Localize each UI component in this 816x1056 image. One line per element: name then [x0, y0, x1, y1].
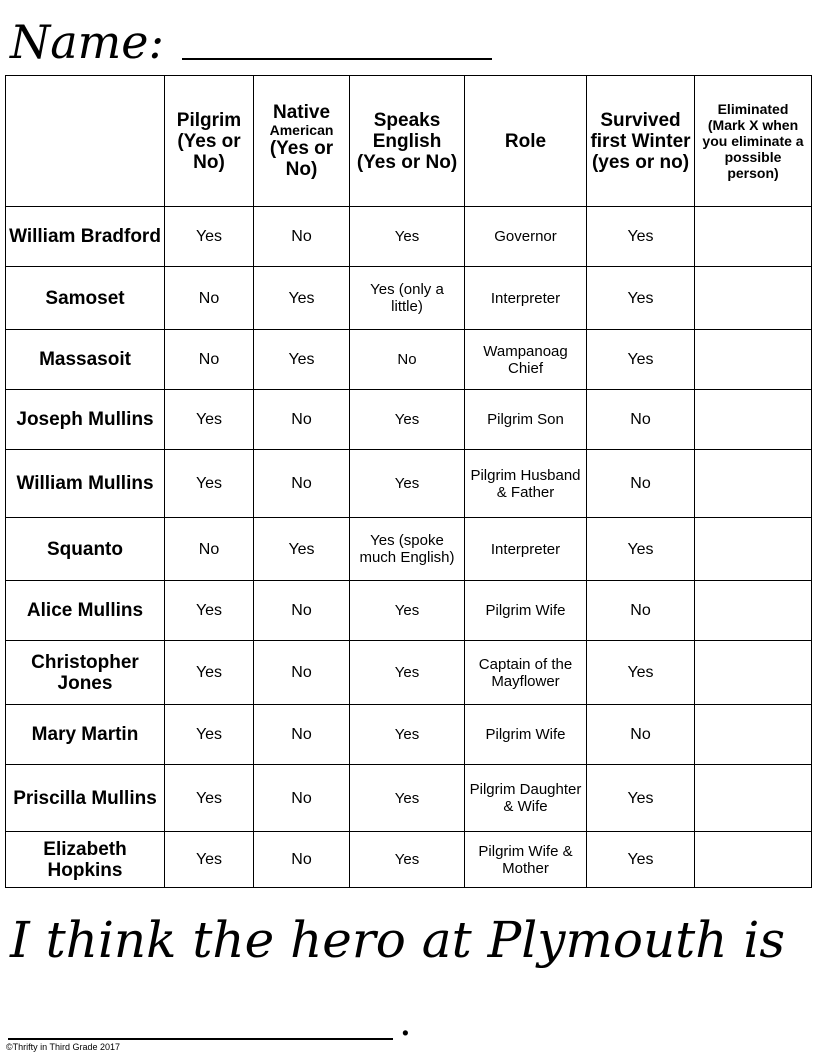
name-row — [10, 2, 492, 72]
name-blank-line[interactable] — [182, 56, 492, 60]
pilgrim-cell: Yes — [165, 832, 254, 888]
header-person — [6, 76, 165, 207]
speaks-english-cell: Yes — [350, 207, 465, 267]
eliminated-checkbox-cell[interactable] — [695, 641, 812, 705]
speaks-english-cell: Yes — [350, 450, 465, 518]
pilgrim-cell: No — [165, 267, 254, 330]
header-survived: Survived first Winter (yes or no) — [587, 76, 695, 207]
role-cell: Wampanoag Chief — [465, 330, 587, 390]
eliminated-checkbox-cell[interactable] — [695, 518, 812, 581]
native-american-cell: No — [254, 450, 350, 518]
header-native-top: Native — [272, 102, 331, 123]
eliminated-checkbox-cell[interactable] — [695, 450, 812, 518]
native-american-cell: Yes — [254, 267, 350, 330]
speaks-english-cell: Yes — [350, 765, 465, 832]
role-cell: Captain of the Mayflower — [465, 641, 587, 705]
copyright-text: ©Thrifty in Third Grade 2017 — [6, 1042, 121, 1052]
pilgrim-cell: Yes — [165, 581, 254, 641]
answer-row — [8, 990, 412, 1045]
header-row — [6, 76, 812, 207]
survived-cell: Yes — [587, 765, 695, 832]
survived-cell: No — [587, 450, 695, 518]
table-body — [6, 207, 812, 888]
name-label: Name: — [10, 15, 165, 69]
eliminated-checkbox-cell[interactable] — [695, 330, 812, 390]
person-name: Elizabeth Hopkins — [6, 832, 165, 888]
eliminated-checkbox-cell[interactable] — [695, 207, 812, 267]
survived-cell: No — [587, 581, 695, 641]
person-name: Joseph Mullins — [6, 390, 165, 450]
pilgrim-cell: Yes — [165, 705, 254, 765]
survived-cell: Yes — [587, 267, 695, 330]
role-cell: Governor — [465, 207, 587, 267]
table-row — [6, 705, 812, 765]
person-name: Priscilla Mullins — [6, 765, 165, 832]
role-cell: Pilgrim Daughter & Wife — [465, 765, 587, 832]
person-name: William Mullins — [6, 450, 165, 518]
role-cell: Pilgrim Wife & Mother — [465, 832, 587, 888]
native-american-cell: No — [254, 390, 350, 450]
pilgrim-cell: Yes — [165, 390, 254, 450]
pilgrim-cell: Yes — [165, 207, 254, 267]
pilgrim-cell: No — [165, 330, 254, 390]
person-name: Mary Martin — [6, 705, 165, 765]
table-row — [6, 390, 812, 450]
speaks-english-cell: Yes — [350, 705, 465, 765]
native-american-cell: No — [254, 641, 350, 705]
header-native-small: American — [269, 122, 334, 138]
header-eliminated: Eliminated (Mark X when you eliminate a possible person) — [695, 76, 812, 207]
eliminated-checkbox-cell[interactable] — [695, 581, 812, 641]
eliminated-checkbox-cell[interactable] — [695, 267, 812, 330]
role-cell: Pilgrim Son — [465, 390, 587, 450]
person-name: Massasoit — [6, 330, 165, 390]
person-name: Alice Mullins — [6, 581, 165, 641]
header-speaks-english: Speaks English (Yes or No) — [350, 76, 465, 207]
survived-cell: No — [587, 705, 695, 765]
pilgrim-cell: Yes — [165, 641, 254, 705]
table-row — [6, 207, 812, 267]
header-role: Role — [465, 76, 587, 207]
person-name: Christopher Jones — [6, 641, 165, 705]
native-american-cell: No — [254, 765, 350, 832]
eliminated-checkbox-cell[interactable] — [695, 390, 812, 450]
table-row — [6, 641, 812, 705]
speaks-english-cell: No — [350, 330, 465, 390]
table-row — [6, 267, 812, 330]
speaks-english-cell: Yes — [350, 832, 465, 888]
sentence-period: . — [399, 999, 412, 1045]
table-row — [6, 450, 812, 518]
survived-cell: Yes — [587, 641, 695, 705]
role-cell: Pilgrim Wife — [465, 581, 587, 641]
eliminated-checkbox-cell[interactable] — [695, 765, 812, 832]
person-name: Samoset — [6, 267, 165, 330]
speaks-english-cell: Yes — [350, 581, 465, 641]
header-native-bottom: (Yes or No) — [269, 138, 334, 180]
native-american-cell: No — [254, 207, 350, 267]
person-name: Squanto — [6, 518, 165, 581]
header-native-american — [254, 76, 350, 207]
native-american-cell: Yes — [254, 330, 350, 390]
role-cell: Pilgrim Wife — [465, 705, 587, 765]
hero-sentence: I think the hero at Plymouth is — [10, 911, 786, 969]
survived-cell: Yes — [587, 207, 695, 267]
person-name: William Bradford — [6, 207, 165, 267]
speaks-english-cell: Yes — [350, 390, 465, 450]
table-row — [6, 765, 812, 832]
native-american-cell: No — [254, 581, 350, 641]
native-american-cell: No — [254, 705, 350, 765]
eliminated-checkbox-cell[interactable] — [695, 705, 812, 765]
table-row — [6, 581, 812, 641]
pilgrim-cell: Yes — [165, 765, 254, 832]
speaks-english-cell: Yes (only a little) — [350, 267, 465, 330]
table-row — [6, 330, 812, 390]
native-american-cell: No — [254, 832, 350, 888]
survived-cell: Yes — [587, 832, 695, 888]
survived-cell: Yes — [587, 330, 695, 390]
speaks-english-cell: Yes (spoke much English) — [350, 518, 465, 581]
native-american-cell: Yes — [254, 518, 350, 581]
table-row — [6, 518, 812, 581]
speaks-english-cell: Yes — [350, 641, 465, 705]
suspect-table — [5, 75, 812, 888]
eliminated-checkbox-cell[interactable] — [695, 832, 812, 888]
survived-cell: No — [587, 390, 695, 450]
pilgrim-cell: Yes — [165, 450, 254, 518]
survived-cell: Yes — [587, 518, 695, 581]
role-cell: Interpreter — [465, 267, 587, 330]
role-cell: Interpreter — [465, 518, 587, 581]
header-pilgrim: Pilgrim (Yes or No) — [165, 76, 254, 207]
pilgrim-cell: No — [165, 518, 254, 581]
role-cell: Pilgrim Husband & Father — [465, 450, 587, 518]
table-row — [6, 832, 812, 888]
hero-answer-line[interactable] — [8, 990, 393, 1040]
